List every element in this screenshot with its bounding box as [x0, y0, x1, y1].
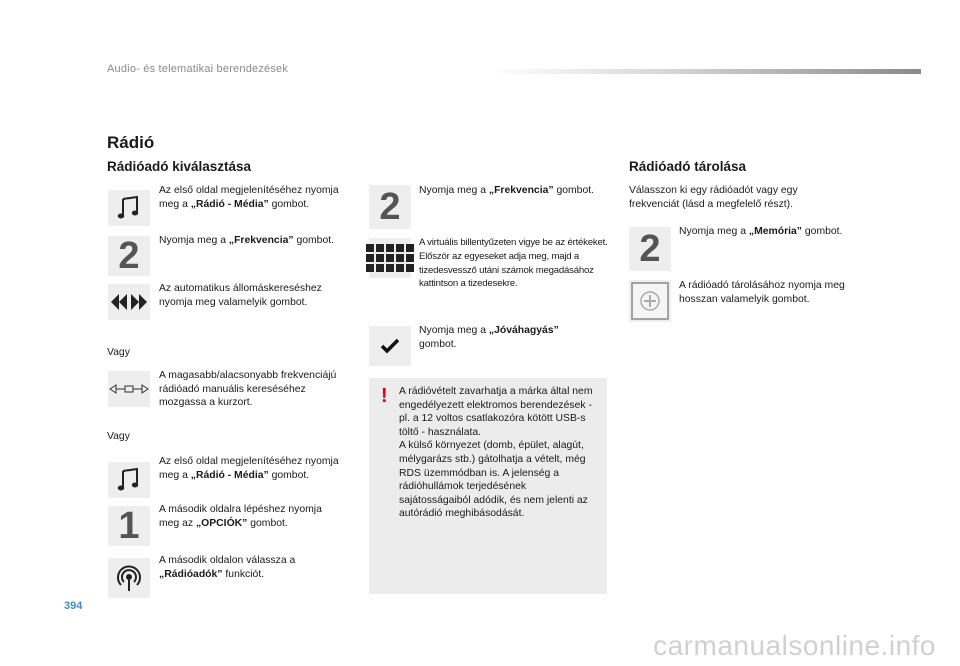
keypad-line: A virtuális billentyűzeten vigye be az értékeket. [419, 237, 608, 248]
or-label: Vagy [107, 431, 130, 442]
warning-paragraph: A rádióvételt zavarhatja a márka által nem engedélyezett elektromos berendezések - pl. a 12 voltos csatlakozóra kötött USB-s töltő - használata. [399, 386, 593, 438]
step-text: A második oldalon válassza a „Rádióadók” funkciót. [159, 555, 296, 580]
step-text: Nyomja meg a „Jóváhagyás” gombot. [419, 325, 559, 350]
warning-icon: ! [381, 385, 388, 407]
section-heading-select: Rádióadó kiválasztása [107, 159, 252, 174]
checkmark-icon [369, 326, 411, 366]
slider-cursor-icon [108, 371, 150, 407]
or-label: Vagy [107, 347, 130, 358]
seek-arrows-icon [108, 284, 150, 320]
step-text: Az első oldal megjelenítéséhez nyomja meg a „Rádió - Média” gombot. [159, 456, 339, 481]
watermark: carmanualsonline.info [653, 630, 936, 661]
music-note-icon [108, 190, 150, 226]
page-number: 394 [64, 600, 83, 612]
keypad-instructions [419, 236, 609, 291]
number-2-icon: 2 [369, 185, 411, 229]
radio-antenna-icon [108, 558, 150, 598]
number-2-icon: 2 [629, 227, 671, 271]
step-text: A magasabb/alacsonyabb frekvenciájú rádióadó manuális kereséséhez mozgassa a kurzort. [159, 370, 337, 409]
store-intro: Válasszon ki egy rádióadót vagy egy frekvenciát (lásd a megfelelő részt). [629, 185, 798, 210]
music-note-icon [108, 462, 150, 498]
number-1-icon: 1 [108, 506, 150, 546]
step-text: Nyomja meg a „Memória” gombot. [679, 226, 843, 237]
number-2-icon: 2 [108, 236, 150, 276]
page-title: Rádió [107, 133, 155, 152]
step-text: Az első oldal megjelenítéséhez nyomja meg a „Rádió - Média” gombot. [159, 185, 339, 210]
step-text: A rádióadó tárolásához nyomja meg hosszan valamelyik gombot. [679, 280, 845, 305]
header-bar [490, 69, 921, 74]
plus-icon [629, 280, 671, 322]
step-text: Az automatikus állomáskereséshez nyomja meg valamelyik gombot. [159, 283, 322, 308]
warning-text [399, 385, 599, 521]
step-text: A második oldalra lépéshez nyomja meg az „OPCIÓK” gombot. [159, 504, 322, 529]
step-text: Nyomja meg a „Frekvencia” gombot. [419, 185, 595, 196]
header-title: Audio- és telematikai berendezések [107, 63, 289, 75]
keypad-line: Először az egyeseket adja meg, majd a tizedesvessző utáni számok megadásához kattintson a tizedesekre. [419, 250, 594, 290]
step-text: Nyomja meg a „Frekvencia” gombot. [159, 235, 335, 246]
section-heading-store: Rádióadó tárolása [629, 159, 747, 174]
keypad-icon [369, 238, 411, 278]
warning-paragraph: A külső környezet (domb, épület, alagút, mélygarázs stb.) gátolhatja a vételt, még RDS üzemmódban is. A jelenség a rádióhullámok terjedésének sajátosságaiból adódik, és nem jelenti az autórádió meghibásodását. [399, 440, 588, 520]
